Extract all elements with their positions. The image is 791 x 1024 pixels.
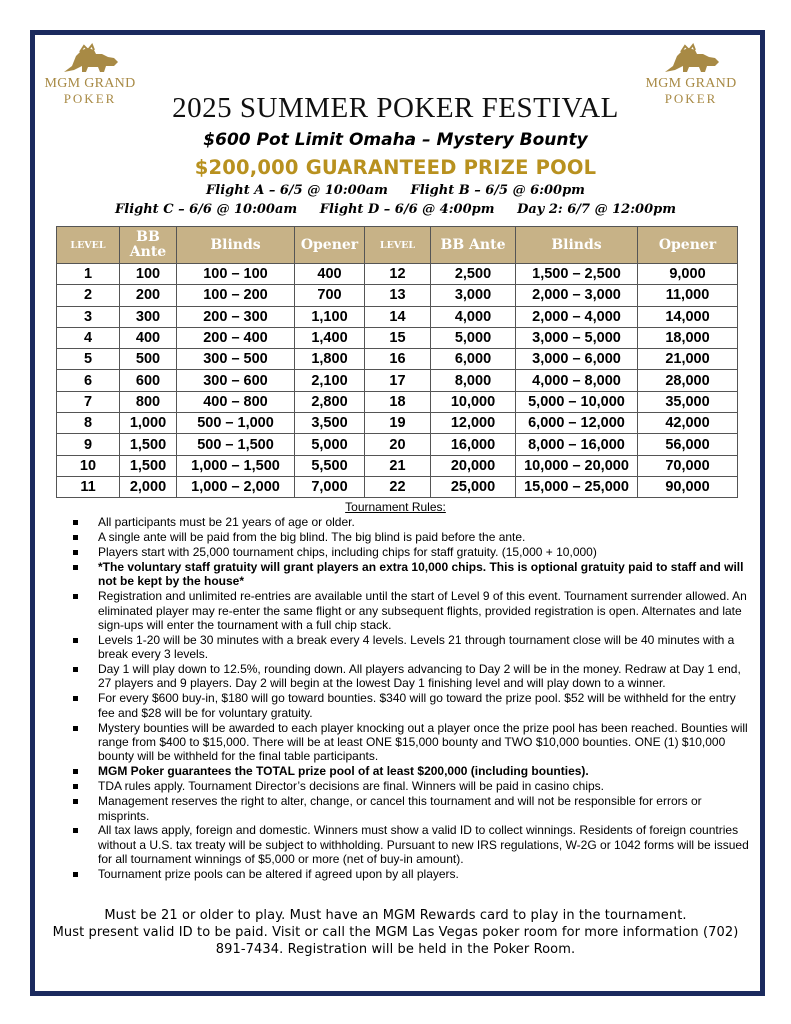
- table-cell: 5: [57, 349, 120, 370]
- rules-list: [73, 515, 753, 882]
- bullet-icon: [73, 638, 78, 643]
- table-cell: 1,500 – 2,500: [516, 264, 638, 285]
- list-item: [73, 662, 753, 691]
- bullet-icon: [73, 535, 78, 540]
- rule-text: Levels 1-20 will be 30 minutes with a break every 4 levels. Levels 21 through tournament close will be 40 minutes with a break every 3 levels.: [98, 632, 735, 662]
- list-item: [73, 560, 753, 589]
- table-cell: 17: [365, 370, 431, 391]
- rule-text: All tax laws apply, foreign and domestic. Winners must show a valid ID to collect winnings. Residents of foreign countries without a U.S. tax treaty will be subject to withholding. Pursuant to new IRS regulations, W-2G or 1042 forms will be issued for all tournament winnings of $5,000 or more (net of buy-in amount).: [98, 823, 749, 867]
- table-cell: 100: [120, 264, 177, 285]
- table-cell: 8,000 – 16,000: [516, 434, 638, 455]
- table-cell: 8,000: [431, 370, 516, 391]
- table-cell: 5,000: [295, 434, 365, 455]
- table-cell: 14: [365, 306, 431, 327]
- rule-text: A single ante will be paid from the big blind. The big blind is paid before the ante.: [98, 529, 526, 544]
- table-cell: 200 – 400: [177, 327, 295, 348]
- table-cell: 2: [57, 285, 120, 306]
- table-cell: 9: [57, 434, 120, 455]
- table-row: [57, 370, 738, 391]
- column-header-bb-ante: BB Ante: [431, 227, 516, 264]
- table-cell: 10,000: [431, 391, 516, 412]
- column-header-blinds: Blinds: [516, 227, 638, 264]
- bullet-icon: [73, 520, 78, 525]
- bullet-icon: [73, 784, 78, 789]
- table-cell: 1,100: [295, 306, 365, 327]
- guarantee-banner: $200,000 GUARANTEED PRIZE POOL: [194, 156, 597, 179]
- table-cell: 3,000 – 5,000: [516, 327, 638, 348]
- table-cell: 300: [120, 306, 177, 327]
- column-header-level: LEVEL: [57, 227, 120, 264]
- lion-icon: [659, 42, 723, 76]
- list-item: [73, 545, 753, 559]
- bullet-icon: [73, 828, 78, 833]
- table-cell: 1,000 – 1,500: [177, 455, 295, 476]
- table-cell: 1: [57, 264, 120, 285]
- table-row: [57, 349, 738, 370]
- rule-text: Management reserves the right to alter, change, or cancel this tournament and will not be responsible for errors or misprints.: [98, 794, 702, 823]
- table-row: [57, 264, 738, 285]
- rule-text: Players start with 25,000 tournament chips, including chips for staff gratuity. (15,000 + 10,000): [98, 544, 597, 559]
- table-cell: 3,000: [431, 285, 516, 306]
- table-cell: 5,500: [295, 455, 365, 476]
- bullet-icon: [73, 769, 78, 774]
- bullet-icon: [73, 565, 78, 570]
- rule-text: Day 1 will play down to 12.5%, rounding down. All players advancing to Day 2 will be in the money. Redraw at Day 1 end, 27 players and 9 players. Day 2 will begin at the lowest Day 1 finishing level and will play down to a winner.: [98, 662, 741, 691]
- table-cell: 42,000: [638, 413, 738, 434]
- page-title: 2025 SUMMER POKER FESTIVAL: [172, 92, 619, 124]
- table-cell: 11,000: [638, 285, 738, 306]
- table-cell: 9,000: [638, 264, 738, 285]
- table-cell: 12: [365, 264, 431, 285]
- table-cell: 2,800: [295, 391, 365, 412]
- logo-poker-text: POKER: [664, 91, 718, 106]
- table-cell: 2,000: [120, 476, 177, 497]
- table-row: [57, 327, 738, 348]
- list-item: [73, 867, 753, 881]
- list-item: [73, 691, 753, 720]
- table-cell: 14,000: [638, 306, 738, 327]
- table-cell: 70,000: [638, 455, 738, 476]
- list-item: [73, 764, 753, 778]
- table-cell: 3,500: [295, 413, 365, 434]
- table-cell: 2,000 – 4,000: [516, 306, 638, 327]
- list-item: [73, 823, 753, 866]
- table-row: [57, 306, 738, 327]
- bullet-icon: [73, 594, 78, 599]
- list-item: [73, 721, 753, 764]
- table-cell: 7: [57, 391, 120, 412]
- table-cell: 25,000: [431, 476, 516, 497]
- table-cell: 15: [365, 327, 431, 348]
- table-cell: 5,000 – 10,000: [516, 391, 638, 412]
- table-cell: 19: [365, 413, 431, 434]
- bullet-icon: [73, 799, 78, 804]
- table-cell: 300 – 500: [177, 349, 295, 370]
- bullet-icon: [73, 696, 78, 701]
- table-cell: 100 – 200: [177, 285, 295, 306]
- rules-heading: Tournament Rules:: [345, 500, 446, 514]
- table-cell: 3,000 – 6,000: [516, 349, 638, 370]
- list-item: [73, 589, 753, 632]
- table-cell: 400: [295, 264, 365, 285]
- table-cell: 4: [57, 327, 120, 348]
- rule-text: Tournament prize pools can be altered if agreed upon by all players.: [98, 867, 459, 882]
- table-cell: 1,400: [295, 327, 365, 348]
- table-cell: 4,000 – 8,000: [516, 370, 638, 391]
- bullet-icon: [73, 726, 78, 731]
- table-cell: 1,500: [120, 455, 177, 476]
- table-row: [57, 285, 738, 306]
- table-cell: 20: [365, 434, 431, 455]
- table-cell: 15,000 – 25,000: [516, 476, 638, 497]
- table-cell: 18,000: [638, 327, 738, 348]
- table-cell: 500: [120, 349, 177, 370]
- table-cell: 2,500: [431, 264, 516, 285]
- table-cell: 6,000: [431, 349, 516, 370]
- table-cell: 21,000: [638, 349, 738, 370]
- table-cell: 2,100: [295, 370, 365, 391]
- table-row: [57, 434, 738, 455]
- table-cell: 28,000: [638, 370, 738, 391]
- column-header-opener: Opener: [638, 227, 738, 264]
- table-cell: 2,000 – 3,000: [516, 285, 638, 306]
- table-cell: 11: [57, 476, 120, 497]
- table-cell: 10,000 – 20,000: [516, 455, 638, 476]
- rule-text: MGM Poker guarantees the TOTAL prize pool of at least $200,000 (including bounties).: [98, 764, 589, 779]
- table-cell: 3: [57, 306, 120, 327]
- table-row: [57, 476, 738, 497]
- column-header-bb-ante: BB Ante: [120, 227, 177, 264]
- footer-line-2: Must present valid ID to be paid. Visit or call the MGM Las Vegas poker room for more information (702) 891-7434. Registration will be held in the Poker Room.: [52, 925, 739, 957]
- table-cell: 90,000: [638, 476, 738, 497]
- table-cell: 4,000: [431, 306, 516, 327]
- list-item: [73, 779, 753, 793]
- table-cell: 12,000: [431, 413, 516, 434]
- table-cell: 13: [365, 285, 431, 306]
- rule-text: All participants must be 21 years of age or older.: [98, 515, 355, 529]
- table-cell: 35,000: [638, 391, 738, 412]
- table-cell: 500 – 1,500: [177, 434, 295, 455]
- bullet-icon: [73, 872, 78, 877]
- table-cell: 500 – 1,000: [177, 413, 295, 434]
- column-header-opener: Opener: [295, 227, 365, 264]
- table-cell: 1,800: [295, 349, 365, 370]
- list-item: [73, 530, 753, 544]
- table-cell: 20,000: [431, 455, 516, 476]
- bullet-icon: [73, 667, 78, 672]
- table-row: [57, 391, 738, 412]
- table-cell: 6: [57, 370, 120, 391]
- blind-structure-table: [56, 226, 738, 498]
- table-cell: 200 – 300: [177, 306, 295, 327]
- table-row: [57, 455, 738, 476]
- table-cell: 300 – 600: [177, 370, 295, 391]
- footer-notice: [50, 907, 741, 958]
- table-cell: 5,000: [431, 327, 516, 348]
- table-cell: 16,000: [431, 434, 516, 455]
- list-item: [73, 633, 753, 662]
- flight-schedule-line-1: Flight A – 6/5 @ 10:00am Flight B – 6/5 @ 6:00pm: [206, 183, 585, 198]
- table-cell: 7,000: [295, 476, 365, 497]
- table-cell: 8: [57, 413, 120, 434]
- list-item: [73, 515, 753, 529]
- list-item: [73, 794, 753, 823]
- table-cell: 18: [365, 391, 431, 412]
- table-cell: 21: [365, 455, 431, 476]
- table-cell: 10: [57, 455, 120, 476]
- table-cell: 16: [365, 349, 431, 370]
- footer-line-1: Must be 21 or older to play. Must have an MGM Rewards card to play in the tournament.: [104, 908, 687, 923]
- table-cell: 800: [120, 391, 177, 412]
- table-cell: 22: [365, 476, 431, 497]
- table-header-row: [57, 227, 738, 264]
- table-row: [57, 413, 738, 434]
- table-cell: 100 – 100: [177, 264, 295, 285]
- event-subtitle: $600 Pot Limit Omaha – Mystery Bounty: [203, 130, 588, 150]
- table-cell: 6,000 – 12,000: [516, 413, 638, 434]
- column-header-blinds: Blinds: [177, 227, 295, 264]
- table-cell: 400: [120, 327, 177, 348]
- table-cell: 56,000: [638, 434, 738, 455]
- rule-text: Mystery bounties will be awarded to each player knocking out a player once the prize pool has been reached. Bounties will range from $400 to $15,000. There will be at least ONE $15,000 bounty and TWO $10,000 bounties. ONE (1) $10,000 bounty will be withheld for the final table participants.: [98, 720, 748, 764]
- rule-text: For every $600 buy-in, $180 will go toward bounties. $340 will go toward the prize pool. $52 will be withheld for the entry fee and $28 will be for voluntary gratuity.: [98, 691, 736, 720]
- table-cell: 1,500: [120, 434, 177, 455]
- flight-schedule-line-2: Flight C – 6/6 @ 10:00am Flight D – 6/6 @ 4:00pm Day 2: 6/7 @ 12:00pm: [115, 202, 676, 217]
- logo-poker-text: POKER: [63, 91, 117, 106]
- table-cell: 1,000 – 2,000: [177, 476, 295, 497]
- logo-brand-text: MGM GRAND: [44, 76, 136, 91]
- logo-brand-text: MGM GRAND: [645, 76, 737, 91]
- rule-text: TDA rules apply. Tournament Director’s decisions are final. Winners will be paid in casino chips.: [98, 779, 605, 794]
- table-cell: 1,000: [120, 413, 177, 434]
- table-cell: 700: [295, 285, 365, 306]
- rule-text: *The voluntary staff gratuity will grant players an extra 10,000 chips. This is optional gratuity paid to staff and will not be kept by the house*: [98, 559, 744, 589]
- lion-icon: [58, 42, 122, 76]
- table-cell: 600: [120, 370, 177, 391]
- table-cell: 200: [120, 285, 177, 306]
- bullet-icon: [73, 550, 78, 555]
- rule-text: Registration and unlimited re-entries are available until the start of Level 9 of this event. Tournament surrender allowed. An eliminated player may re-enter the same flight or any subsequent flights, provided registration is open. Alternates and late sign-ups will enter the tournament with a full chip stack.: [98, 589, 747, 632]
- table-cell: 400 – 800: [177, 391, 295, 412]
- column-header-level: LEVEL: [365, 227, 431, 264]
